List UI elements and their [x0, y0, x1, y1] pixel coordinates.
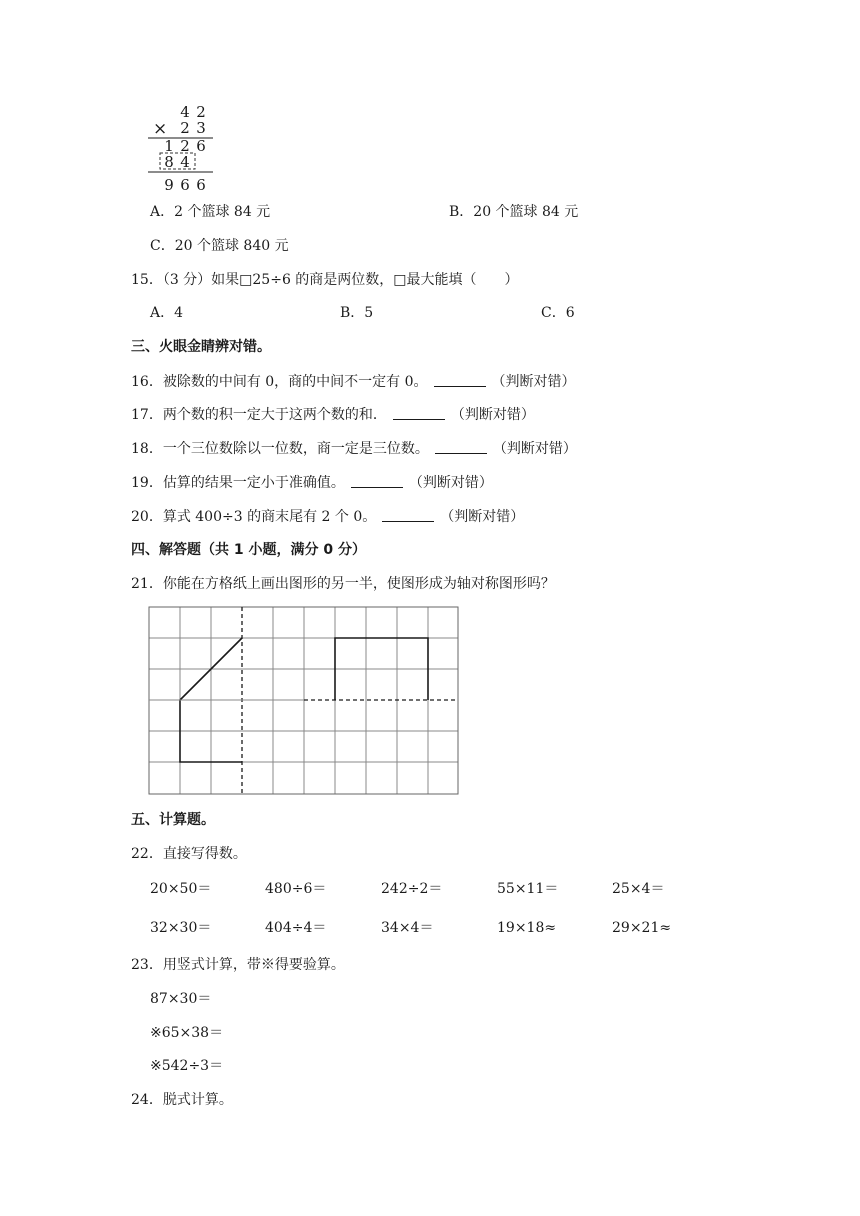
- question-15: 15．（3 分）如果□25÷6 的商是两位数，□最大能填（ ）: [131, 272, 519, 288]
- question-text: 17．两个数的积一定大于这两个数的和．: [131, 407, 387, 423]
- mental-calc-item: 55×11＝: [497, 881, 559, 897]
- mental-calc-item: 25×4＝: [612, 881, 665, 897]
- question-19: [131, 475, 493, 490]
- mental-calc-item: 480÷6＝: [265, 881, 327, 897]
- question-text: 16．被除数的中间有 0，商的中间不一定有 0。: [131, 374, 428, 390]
- question-16: [131, 374, 576, 389]
- q15-option-b[interactable]: B．5: [340, 305, 374, 321]
- vertical-multiplication-lines: [0, 0, 860, 200]
- vertical-calc-item: ※65×38＝: [150, 1025, 224, 1041]
- question-20: [131, 509, 524, 524]
- partial-product-digit: 4: [180, 153, 190, 171]
- mental-calc-item: 404÷4＝: [265, 920, 327, 936]
- mental-calc-item: 29×21≈: [612, 920, 672, 936]
- multiplicand-digit: 2: [196, 103, 206, 121]
- mental-calc-item: 242÷2＝: [381, 881, 443, 897]
- question-17: [131, 407, 535, 422]
- mental-calc-item: 34×4＝: [381, 920, 434, 936]
- question-21: 21．你能在方格纸上画出图形的另一半，使图形成为轴对称图形吗？: [131, 576, 555, 592]
- multiplier-digit: 2: [180, 119, 190, 137]
- judge-hint: （判断对错）: [450, 407, 535, 423]
- multiplier-digit: 3: [196, 119, 206, 137]
- question-text: 19．估算的结果一定小于准确值。: [131, 475, 345, 491]
- question-text: 18．一个三位数除以一位数，商一定是三位数。: [131, 441, 429, 457]
- q15-option-c[interactable]: C．6: [541, 305, 575, 321]
- vertical-calc-item: 87×30＝: [150, 991, 212, 1007]
- answer-blank[interactable]: [434, 374, 486, 387]
- judge-hint: （判断对错）: [491, 374, 576, 390]
- answer-blank[interactable]: [393, 407, 445, 420]
- option-c[interactable]: C．20 个篮球 840 元: [150, 238, 289, 254]
- option-a[interactable]: A．2 个篮球 84 元: [150, 204, 271, 220]
- question-23: 23．用竖式计算，带※得要验算。: [131, 957, 345, 973]
- partial-product-digit: 6: [196, 137, 206, 155]
- question-24: 24．脱式计算。: [131, 1092, 233, 1108]
- option-b[interactable]: B．20 个篮球 84 元: [449, 204, 579, 220]
- vertical-calc-item: ※542÷3＝: [150, 1058, 224, 1074]
- mental-calc-item: 19×18≈: [497, 920, 557, 936]
- mental-calc-item: 20×50＝: [150, 881, 212, 897]
- partial-product-digit: 8: [164, 153, 174, 171]
- judge-hint: （判断对错）: [492, 441, 577, 457]
- times-sign: ×: [153, 119, 168, 139]
- section-3-title: 三、火眼金睛辨对错。: [131, 339, 271, 355]
- judge-hint: （判断对错）: [408, 475, 493, 491]
- product-digit: 6: [196, 176, 206, 194]
- partial-product-digit: 1: [164, 137, 174, 155]
- question-text: 20．算式 400÷3 的商末尾有 2 个 0。: [131, 509, 377, 525]
- product-digit: 9: [164, 176, 174, 194]
- judge-hint: （判断对错）: [440, 509, 525, 525]
- section-5-title: 五、计算题。: [131, 812, 215, 828]
- q15-option-a[interactable]: A．4: [150, 305, 184, 321]
- answer-blank[interactable]: [435, 441, 487, 454]
- symmetry-grid: [148, 606, 460, 796]
- partial-product-digit: 2: [180, 137, 190, 155]
- question-18: [131, 441, 577, 456]
- answer-blank[interactable]: [382, 509, 434, 522]
- mental-calc-item: 32×30＝: [150, 920, 212, 936]
- multiplicand-digit: 4: [180, 103, 190, 121]
- question-22: 22．直接写得数。: [131, 846, 247, 862]
- product-digit: 6: [180, 176, 190, 194]
- answer-blank[interactable]: [351, 475, 403, 488]
- section-4-title: 四、解答题（共 1 小题，满分 0 分）: [131, 542, 366, 558]
